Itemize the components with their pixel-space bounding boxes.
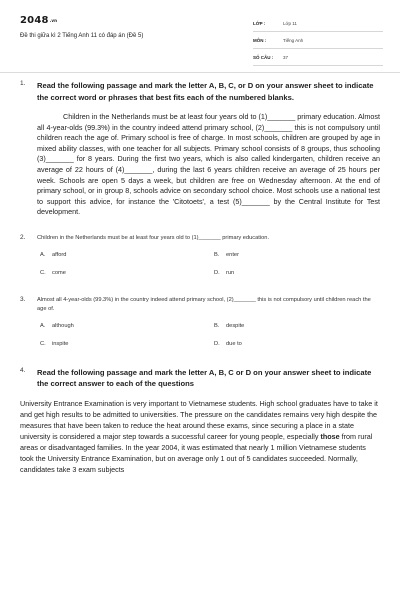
question-number: 4. [20,366,26,374]
answer-option-c[interactable]: C. come [40,269,66,276]
page-header [0,0,400,68]
document-title: Đề thi giữa kì 2 Tiếng Anh 11 có đáp án (Đề 5) [20,33,144,39]
meta-label: SỐ CÂU : [253,54,274,60]
question-text: Children in the Netherlands must be at least four years old to (1)_______ primary education. [37,234,270,241]
question-4 [20,367,380,475]
question-instruction: Read the following passage and mark the letter A, B, C or D on your answer sheet to indicate the correct answer to each of the questions [37,367,372,389]
meta-row-subject [253,32,383,49]
question-number: 1. [20,80,26,87]
site-logo[interactable]: 2048.vn [20,15,58,26]
answer-options [37,252,380,276]
question-number: 3. [20,295,26,303]
question-instruction: Read the following passage and mark the letter A, B, C, or D on your answer sheet to indicate the correct word or phrases that best fits each of the numbered blanks. [37,81,374,102]
answer-option-b[interactable]: B. enter [214,251,239,258]
meta-label: LỚP : [253,20,266,26]
emphasized-word: those [320,431,340,441]
answer-option-c[interactable]: C. inspite [40,340,69,347]
answer-option-d[interactable]: D. due to [214,340,242,347]
header-divider [0,72,400,73]
meta-label: MÔN : [253,37,267,43]
answer-option-b[interactable]: B. despite [214,322,245,329]
meta-value: Tiếng Anh [283,37,304,43]
question-3 [20,296,380,347]
questions-list [20,80,380,475]
answer-option-a[interactable]: A. although [40,322,74,329]
reading-passage: University Entrance Examination is very important to Vietnamese students. High school graduates have to take it and get high results to be admitted to universities. The pressure on the candidates remains very high despite the measures that have been taken to reduce the heat around these exams, since securing a place in a state university is considered a major step towards a successful career for young people, especially those from rural areas or disadvantaged families. In the year 2004, it was estimated that nearly 1 million Vietnamese students took the University Entrance Examination, but on average only 1 out of 5 candidates succeeded. Normally, candidates take 3 exam subjects [20,398,378,474]
meta-value: Lớp 11 [283,20,297,26]
answer-options [37,323,380,347]
meta-value: 37 [283,54,289,60]
answer-option-d[interactable]: D. run [214,269,235,276]
question-number: 2. [20,233,26,241]
meta-row-question-count [253,49,383,66]
meta-row-class [253,15,383,32]
question-2 [20,234,380,276]
reading-passage: Children in the Netherlands must be at least four years old to (1)_______ primary education. Almost all 4-year-olds (99.3%) in the country indeed attend primary school, (2)_______ this is not compulsory until children reach the age of. Primary school is free of charge. In most schools, children are grouped by age in mixed ability classes, with one teacher for all subjects. Primary school consists of 8 groups, thus schooling (3)_______ for 8 years. During the first two years, which is also called kindergarten, children receive an average of 22 hours of (4)_______, during the last 6 years children receive an average of 25 hours per week. Schools are open 5 days a week, but children are free on Wednesday afternoon. At the end of primary school, or in group 8, schools advice on secondary school choice. Most schools use a national test to support this advice, for instance the 'Citotoets', a test (5)_______ by the Central Institute for Test development. [37,112,380,217]
exam-meta-table [253,15,383,66]
question-1 [20,80,380,218]
question-text: Almost all 4-year-olds (99.3%) in the country indeed attend primary school, (2)_______ this is not compulsory until children reach the age of. [37,296,371,312]
answer-option-a[interactable]: A. afford [40,251,67,258]
